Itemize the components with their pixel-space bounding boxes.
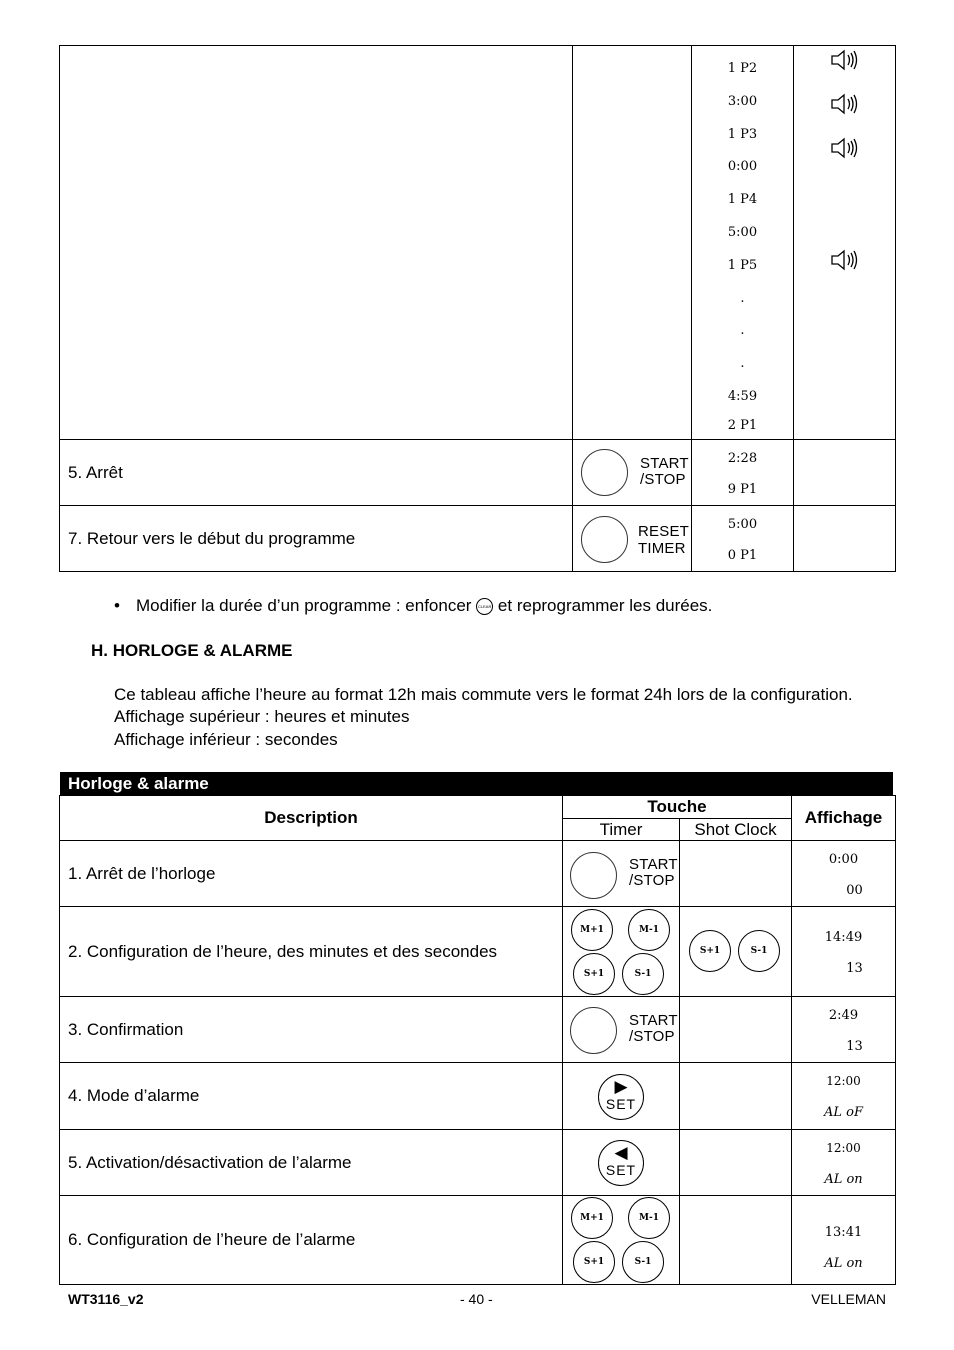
empty-description-cell xyxy=(60,46,573,440)
empty-cell xyxy=(680,1063,792,1130)
step-description: 4. Mode d’alarme xyxy=(60,1063,563,1130)
second-minus-button[interactable]: S-1 xyxy=(622,953,664,995)
second-minus-button[interactable]: S-1 xyxy=(738,930,780,972)
display-bottom: 13 xyxy=(846,960,863,976)
step-description: 1. Arrêt de l’horloge xyxy=(60,841,563,907)
display-top: 12:00 xyxy=(826,1074,861,1088)
display-line: 1 P2 xyxy=(727,61,758,76)
display-line: 2 P1 xyxy=(727,417,758,433)
display-bottom: AL oF xyxy=(824,1105,863,1120)
timer-button-cell xyxy=(563,841,680,907)
header-shot-clock: Shot Clock xyxy=(680,819,792,841)
minute-minus-button[interactable]: M-1 xyxy=(628,909,670,951)
speaker-beep-icon xyxy=(830,49,860,71)
display-bottom: AL on xyxy=(824,1256,863,1271)
step-description: 2. Configuration de l’heure, des minutes et des secondes xyxy=(60,907,563,997)
display-top: 5:00 xyxy=(727,516,758,532)
footer-brand: VELLEMAN xyxy=(811,1291,886,1307)
button-label: TIMER xyxy=(638,539,686,557)
display-bottom: 9 P1 xyxy=(727,481,758,497)
start-stop-button[interactable] xyxy=(570,852,617,899)
start-stop-button[interactable] xyxy=(581,449,628,496)
display-line: 4:59 xyxy=(727,388,758,404)
clock-alarm-table xyxy=(59,795,896,1285)
set-back-button[interactable] xyxy=(598,1140,644,1186)
header-timer: Timer xyxy=(563,819,680,841)
timer-button-cell xyxy=(563,997,680,1063)
minute-plus-button[interactable]: M+1 xyxy=(571,1197,613,1239)
reset-timer-button[interactable] xyxy=(581,516,628,563)
display-line: . xyxy=(740,323,745,339)
second-plus-button[interactable]: S+1 xyxy=(573,953,615,995)
start-stop-button[interactable] xyxy=(570,1007,617,1054)
display-top: 13:41 xyxy=(824,1225,863,1240)
empty-cell xyxy=(680,841,792,907)
bullet-text: et reprogrammer les durées. xyxy=(497,596,713,615)
display-top: 0:00 xyxy=(828,851,859,867)
button-label: START xyxy=(629,855,678,873)
display-top: 12:00 xyxy=(826,1140,861,1155)
display-bottom: AL on xyxy=(824,1171,863,1187)
display-line: 5:00 xyxy=(727,224,758,240)
display-bottom: 00 xyxy=(846,882,863,898)
beep-column xyxy=(794,46,896,440)
button-label: RESET xyxy=(638,522,690,540)
speaker-beep-icon xyxy=(830,137,860,159)
table-title-bar: Horloge & alarme xyxy=(60,772,893,795)
clear-button-icon: CLEAR xyxy=(476,598,493,615)
paragraph: Affichage supérieur : heures et minutes xyxy=(114,707,410,726)
timer-button-cell xyxy=(563,1063,680,1130)
button-label: /STOP xyxy=(629,871,675,889)
display-top: 14:49 xyxy=(824,929,863,945)
button-label: /STOP xyxy=(629,1027,675,1045)
display-cell xyxy=(792,1063,896,1130)
display-bottom: 0 P1 xyxy=(727,547,758,563)
display-line: 1 P4 xyxy=(727,192,758,208)
display-cell xyxy=(792,841,896,907)
section-heading: H. HORLOGE & ALARME xyxy=(91,641,293,660)
set-forward-button[interactable] xyxy=(598,1074,644,1120)
display-line: 1 P3 xyxy=(727,126,758,142)
empty-cell xyxy=(680,997,792,1063)
button-label: START xyxy=(640,454,689,472)
step-description: 6. Configuration de l’heure de l’alarme xyxy=(60,1196,563,1285)
display-cell xyxy=(792,907,896,997)
paragraph: Affichage inférieur : secondes xyxy=(114,730,338,749)
header-affichage: Affichage xyxy=(792,796,896,841)
display-sequence xyxy=(692,46,794,440)
timer-button-cell xyxy=(563,1130,680,1196)
header-description: Description xyxy=(60,796,563,841)
timer-button-cell xyxy=(563,907,680,997)
button-cell xyxy=(573,440,692,506)
back-triangle-icon: ◀ xyxy=(614,1142,628,1162)
step-description: 7. Retour vers le début du programme xyxy=(60,506,573,572)
empty-cell xyxy=(794,440,896,506)
bullet-text: Modifier la durée d’un programme : enfoncer xyxy=(136,596,472,615)
step-description: 3. Confirmation xyxy=(60,997,563,1063)
shot-clock-button-cell xyxy=(680,907,792,997)
second-plus-button[interactable]: S+1 xyxy=(573,1241,615,1283)
display-line: . xyxy=(740,290,745,306)
button-label: SET xyxy=(605,1161,637,1178)
header-touche: Touche xyxy=(563,796,792,819)
empty-cell xyxy=(794,506,896,572)
bullet-dot-icon: • xyxy=(114,596,120,615)
step-description: 5. Arrêt xyxy=(60,440,573,506)
timer-button-cell xyxy=(563,1196,680,1285)
button-label: SET xyxy=(605,1095,637,1112)
button-label: START xyxy=(629,1011,678,1029)
display-line: 1 P5 xyxy=(727,257,758,273)
display-cell xyxy=(792,1196,896,1285)
button-cell xyxy=(573,506,692,572)
second-minus-button[interactable]: S-1 xyxy=(622,1241,664,1283)
display-bottom: 13 xyxy=(846,1038,863,1054)
play-triangle-icon: ▶ xyxy=(614,1076,628,1096)
program-table xyxy=(59,45,896,572)
display-line: 0:00 xyxy=(727,159,758,175)
speaker-beep-icon xyxy=(830,93,860,115)
speaker-beep-icon xyxy=(830,249,860,271)
footer-page-number: - 40 - xyxy=(460,1291,493,1307)
empty-cell xyxy=(680,1196,792,1285)
display-cell xyxy=(692,440,794,506)
display-top: 2:49 xyxy=(828,1007,859,1023)
display-line: 3:00 xyxy=(727,93,758,109)
display-top: 2:28 xyxy=(727,450,758,466)
button-label: /STOP xyxy=(640,470,686,488)
footer-model: WT3116_v2 xyxy=(68,1291,144,1307)
minute-plus-button[interactable]: M+1 xyxy=(571,909,613,951)
step-description: 5. Activation/désactivation de l’alarme xyxy=(60,1130,563,1196)
empty-cell xyxy=(680,1130,792,1196)
display-cell xyxy=(792,997,896,1063)
paragraph: Ce tableau affiche l’heure au format 12h mais commute vers le format 24h lors de la configuration. xyxy=(114,685,853,704)
empty-button-cell xyxy=(573,46,692,440)
display-cell xyxy=(792,1130,896,1196)
display-line: . xyxy=(740,356,745,372)
display-cell xyxy=(692,506,794,572)
minute-minus-button[interactable]: M-1 xyxy=(628,1197,670,1239)
second-plus-button[interactable]: S+1 xyxy=(689,930,731,972)
